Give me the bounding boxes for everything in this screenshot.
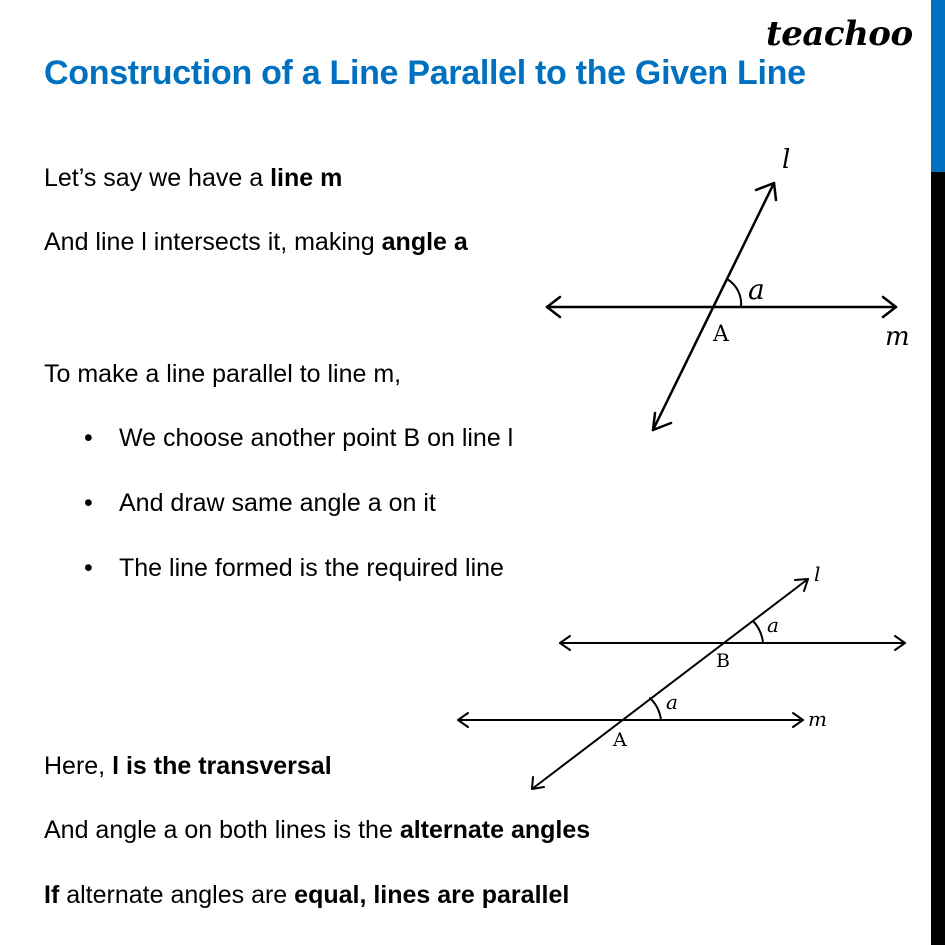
text: And line l intersects it, making xyxy=(44,228,382,256)
arrow-down-icon xyxy=(653,413,671,430)
angle-label: a xyxy=(748,273,765,306)
point-label: A xyxy=(713,322,729,347)
emphasis: equal, lines are parallel xyxy=(294,881,570,909)
angle-arc xyxy=(727,279,741,307)
text: And angle a on both lines is the xyxy=(44,816,400,844)
point-a-label: A xyxy=(613,729,627,751)
bullet-text: And draw same angle a on it xyxy=(119,489,436,517)
text: Let’s say we have a xyxy=(44,164,271,192)
bullet-text: We choose another point B on line l xyxy=(119,424,514,452)
line-l-label: l xyxy=(814,562,821,586)
angle-label-top: a xyxy=(767,613,779,637)
emphasis: angle a xyxy=(381,228,468,256)
line-l-label: l xyxy=(782,145,791,175)
text: Here, xyxy=(44,752,113,780)
angle-arc-top xyxy=(753,621,763,643)
emphasis: line m xyxy=(270,164,343,192)
line-l xyxy=(532,579,808,789)
line-m-label: m xyxy=(885,322,910,352)
emphasis: If xyxy=(44,881,60,909)
diagram-parallel-lines xyxy=(458,562,905,789)
emphasis: alternate angles xyxy=(399,816,591,844)
diagram-intersecting-lines xyxy=(547,145,910,430)
intro-line-3: To make a line parallel to line m, xyxy=(44,360,402,388)
teachoo-logo: teachoo xyxy=(766,14,913,54)
bullet-icon: • xyxy=(84,424,93,452)
point-b-label: B xyxy=(716,650,730,672)
line-m-label: m xyxy=(808,707,827,731)
emphasis: l is the transversal xyxy=(112,752,332,780)
angle-arc-bottom xyxy=(650,698,661,720)
bullet-icon: • xyxy=(84,554,93,582)
bullet-icon: • xyxy=(84,489,93,517)
bullet-text: The line formed is the required line xyxy=(119,554,504,582)
angle-label-bottom: a xyxy=(666,690,678,714)
text: alternate angles are xyxy=(59,881,295,909)
page-title: Construction of a Line Parallel to the Given Line xyxy=(44,54,806,92)
